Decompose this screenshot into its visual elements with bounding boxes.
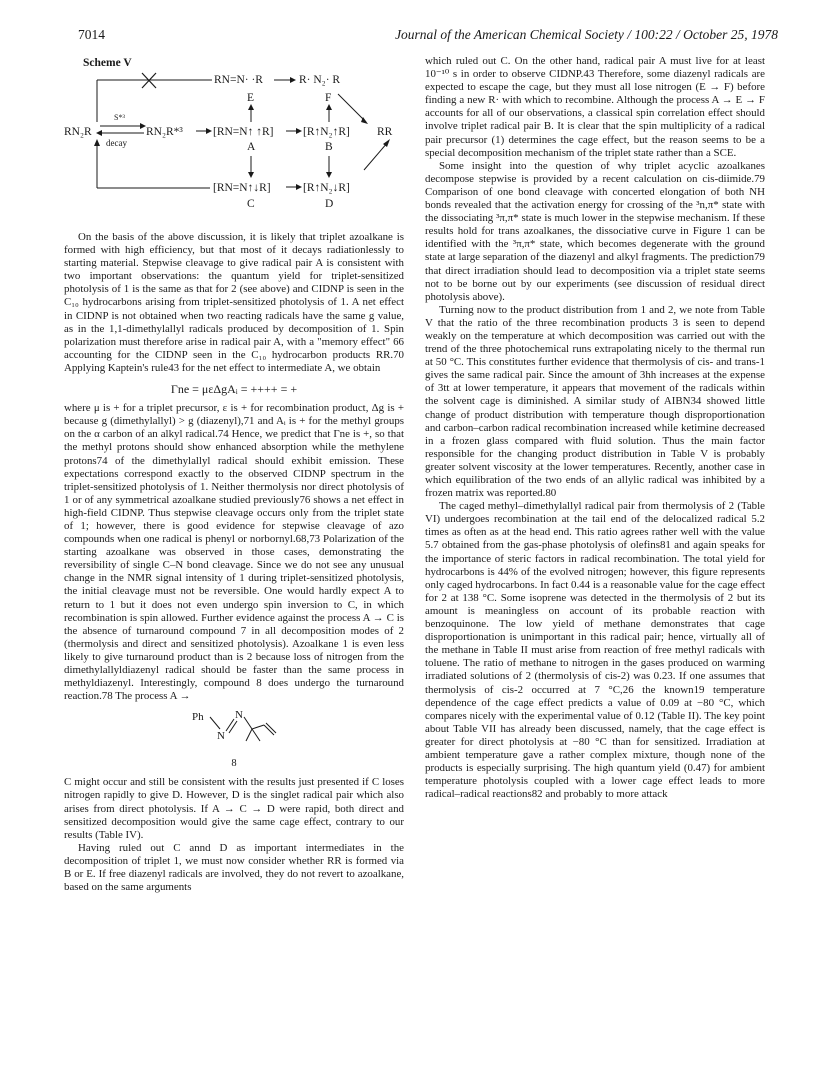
left-paragraph-2: where μ is + for a triplet precursor, ε is + for recombination product, Δg is + because g (dimethylallyl) > g (diazenyl),71 and Aᵢ is + for the methyl groups on the α carbon of an alkyl radical.74 Hence, we predict that Γne is +, so that the methyl protons should show enhanced absorption while the methylene protons74 of the dimethylallyl radical should exhibit emission. These expectations correspond exactly to the observed CIDNP spectrum in the triplet-sensitized photolysis of 1. Neither thermolysis nor direct photolysis of 1 or of any symmetrical azoalkane studied previously76 shows a net effect in high-field CIDNP. Thus stepwise cleavage occurs only from the triplet state of 1; however, there is good evidence for stepwise cleavage of azo compounds when one radical is phenyl or norbornyl.68,73 Polarization of the starting azoalkane was observed in those cases, demonstrating the reversibility of single C–N bond cleavage. Since we do not see any unusual change in the NMR signal intensity of 1 during triplet-sensitized photolysis, the initial cleavage must not be reversible. One would hardly expect A to return to 1 but it does not even undergo spin inversion to C, in which recombination is spin allowed. Further evidence against the process A → C is the absence of turnaround compound 7 in all decomposition modes of 2 (thermolysis and direct and sensitized photolysis). Azoalkane 1 is even less likely to give turnaround product than is 2 because loss of nitrogen from the dimethylallyldiazenyl radical should be faster than the same process in methyldiazenyl. Interestingly, compound 8 does undergo the turnaround reaction.78 The process A →	[64, 402, 404, 703]
scheme-label-d: D	[325, 198, 334, 210]
scheme-decay: decay	[106, 138, 127, 148]
left-column	[64, 231, 404, 894]
scheme-label-a: A	[247, 141, 256, 153]
scheme-triplet: RN₂R*³	[146, 126, 183, 138]
scheme-title: Scheme V	[83, 57, 132, 69]
equation-kaptein: Γne = μεΔgAᵢ = ++++ = +	[170, 382, 298, 397]
scheme-s3: S*³	[114, 113, 125, 122]
scheme-svg	[64, 70, 414, 220]
scheme-b-species: [R↑N₂↑R]	[303, 126, 350, 138]
structure-n-lower: N	[217, 730, 225, 743]
scheme-top-species: RN=N· ·R	[214, 74, 263, 86]
left-paragraph-1: On the basis of the above discussion, it is likely that triplet azoalkane is formed with high efficiency, but that most of it decays radiationlessly to starting material. Stepwise cleavage to give radical pair A is consistent with two important observations: the quantum yield for triplet-sensitized photolysis of 1 is the same as that for 2 (see above) and CIDNP is seen in the C₁₀ hydrocarbons arising from triplet-sensitized photolysis of 1. A net effect in CIDNP is not obtained when two reacting radicals have the same g value, as in the 1,1-dimethylallyl radicals produced by decomposition of 1. Spin polarization must therefore arise in radical pair A, with a "memory effect" 66 accounting for the CIDNP seen in the C₁₀ hydrocarbon products RR.70 Applying Kaptein's rule43 for the net effect to intermediate A, we obtain	[64, 231, 404, 374]
compound-8-structure	[174, 707, 294, 757]
right-paragraph-4: The caged methyl–dimethylallyl radical pair from thermolysis of 2 (Table VI) undergoes recombination at the tail end of the delocalized radical 5.2 times as often as at the head end. This ratio agrees rather well with the value 5.7 obtained from the gas-phase photolysis of olefins81 and again speaks for the importance of steric factors in radical recombination. The total yield for hydrocarbons is 44% of the evolved nitrogen; however, this figure represents only caged hydrocarbons. In fact 0.44 is a reasonable value for the cage effect for 2 at 138 °C. Some isoprene was detected in the thermolysis of 2 but its amount is meaningless on account of its probable reaction with benzoquinone. The low yield of methane demonstrates that cage disproportionation is unimportant in this radical pair; hence, virtually all of the methane in Table II must arise from reaction of free methyl radicals with toluene. The ratio of methane to nitrogen in the gases produced on warming irradiated solutions of 2 (thermolysis of cis-2) was 0.23. If one assumes that thermolysis of cis-2 occurred at 7 °C,26 the known19 temperature dependence of the cage effect predicts a value of 0.09 at −80 °C, which compares nicely with the experimental value of 0.12 (Table II). The key point about Table VII has already been discussed, namely, that the cage effect is greater for direct photolysis at −80 °C than for sensitized. Irradiation at ambient temperature gave a rather complex mixture, though none of the products is especially surprising. The high quantum yield (0.47) for ambient temperature photolysis coupled with a lower cage effect leads to more radical–radical reactions82 and probably to more attack	[425, 500, 765, 801]
compound-8-label: 8	[231, 758, 237, 770]
right-paragraph-2: Some insight into the question of why triplet acyclic azoalkanes decompose stepwise is provided by a recent calculation on cis-diimide.79 Comparison of one bond cleavage with concerted elongation of both NH bonds revealed that the activation energy for crossing of the ³n,π* state with the dissociating ³π,π* state is much lower in the stepwise mechanism. If these results hold for trans azoalkanes, the dissociative curve in Figure 1 can be identified with the ³π,π* state, which becomes degenerate with the ground state at large separation of the diazenyl and alkyl fragments. The prediction79 that direct irradiation should lead to decomposition via a triplet state seems not to be borne out by our experiments (see discussion of residual direct photolysis above).	[425, 159, 765, 303]
scheme-label-b: B	[325, 141, 333, 153]
structure-n-upper: N	[235, 709, 243, 722]
scheme-label-f: F	[325, 92, 332, 104]
page-number: 7014	[78, 27, 105, 42]
scheme-top-product: R· N₂· R	[299, 74, 341, 86]
page-header	[78, 27, 778, 45]
right-paragraph-3: Turning now to the product distribution from 1 and 2, we note from Table V that the ratio of the three recombination products 3 is seen to depend weakly on the temperature at which decomposition was carried out with the trend of the three photochemical runs extrapolating nicely to the thermal run at 50 °C. This constitutes further evidence that thermolysis of cis- and trans-1 gives the same radical pair. Since the amount of 3hh increases at the expense of 3tt at lower temperature, it appears that movement of the radicals within the solvent cage is diminished. A similar study of AIBN34 showed little change of product distribution with temperature though disproportionation and carbon–carbon radical recombination increased while ketimine decreased in a frozen glass compared with fluid solution. Thus the main factor responsible for the changing product distribution in Table V is probably greater solvent viscosity at the lower temperatures. Recently, another case in which equilibration of the two ends of an allylic radical was inhibited by a frozen matrix was reported.80	[425, 303, 765, 500]
journal-citation: Journal of the American Chemical Society / 100:22 / October 25, 1978	[395, 27, 778, 42]
scheme-label-c: C	[247, 198, 255, 210]
left-paragraph-3: C might occur and still be consistent with the results just presented if C loses nitrogen rapidly to give D. However, D is the singlet radical pair which also arises from direct photolysis. If A → C → D were rapid, both direct and sensitized decomposition would give the same cage effect, contrary to our results (Table IV).	[64, 776, 404, 841]
structure-ph-label: Ph	[192, 711, 204, 724]
scheme-start: RN₂R	[64, 126, 92, 138]
right-column	[425, 55, 765, 801]
left-paragraph-4: Having ruled out C annd D as important intermediates in the decomposition of triplet 1, we must now consider whether RR is formed via B or E. If free diazenyl radicals are involved, they do not revert to azoalkane, based on the same arguments	[64, 841, 404, 894]
scheme-a-species: [RN=N↑ ↑R]	[213, 126, 274, 138]
scheme-d-species: [R↑N₂↓R]	[303, 182, 350, 194]
scheme-diagram	[64, 70, 414, 220]
right-paragraph-1: which ruled out C. On the other hand, radical pair A must live for at least 10⁻¹⁰ s in order to observe CIDNP.43 Therefore, some diazenyl radicals are expected to escape the cage, but they must all lose nitrogen (E → F) before finding a new R· with which to recombine. Although the process A → E → F accounts for all of our observations, a classical spin correlation effect should involve triplet radical pair B. It is clear that the spin multiplicity of a radical pair precursor (1) determines the cage effect, but the reason seems to be a special decomposition mechanism of the triplet state rather than a SCE.	[425, 55, 765, 159]
scheme-c-species: [RN=N↑↓R]	[213, 182, 271, 194]
scheme-rr: RR	[377, 126, 393, 138]
scheme-label-e: E	[247, 92, 255, 104]
